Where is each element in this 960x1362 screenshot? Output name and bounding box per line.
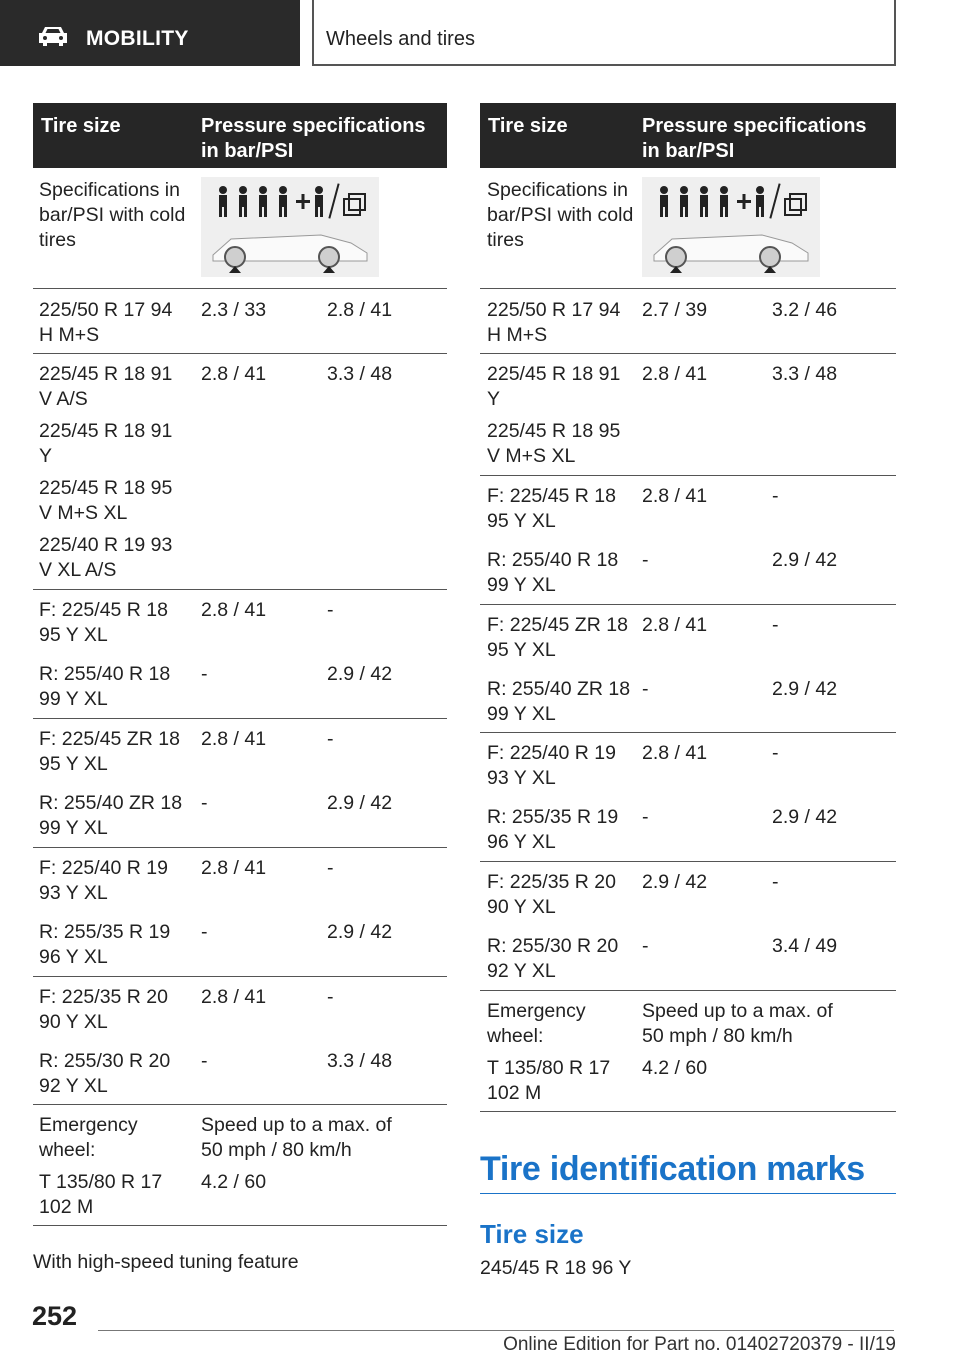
emergency-speed: Speed up to a max. of 50 mph / 80 km/h	[642, 1000, 833, 1047]
tire-size-cell: R: 255/35 R 19 96 Y XL	[39, 921, 171, 968]
pressure-cell: -	[327, 728, 334, 750]
tire-size-cell: R: 255/40 ZR 18 99 Y XL	[487, 678, 631, 725]
pressure-cell: 3.3 / 48	[327, 1050, 393, 1072]
pressure-cell: -	[642, 806, 649, 828]
row-divider	[33, 847, 447, 848]
pressure-cell: -	[201, 1050, 208, 1072]
emergency-speed: Speed up to a max. of 50 mph / 80 km/h	[201, 1114, 392, 1161]
spec-label: Specifications in bar/PSI with cold tires	[487, 179, 634, 251]
pressure-cell: 2.8 / 41	[201, 857, 267, 879]
tire-size-cell: F: 225/45 R 18 95 Y XL	[487, 485, 616, 532]
car-icon	[36, 24, 70, 48]
row-divider	[480, 732, 896, 733]
col-tire-size: Tire size	[41, 115, 121, 137]
pressure-cell: 2.9 / 42	[772, 549, 838, 571]
pressure-cell: -	[327, 599, 334, 621]
row-divider	[480, 861, 896, 862]
emergency-pressure: 4.2 / 60	[201, 1171, 267, 1193]
footer-rule	[98, 1330, 894, 1331]
pressure-cell: 2.9 / 42	[327, 663, 393, 685]
tire-size-cell: F: 225/40 R 19 93 Y XL	[487, 742, 616, 789]
section-label: MOBILITY	[86, 27, 189, 50]
emergency-size: T 135/80 R 17 102 M	[39, 1171, 163, 1218]
pressure-cell: 2.8 / 41	[201, 986, 267, 1008]
subheading: Tire size	[480, 1219, 584, 1249]
tire-size-cell: R: 255/40 ZR 18 99 Y XL	[39, 792, 183, 839]
pressure-cell: 2.9 / 42	[772, 806, 838, 828]
pressure-cell: 2.7 / 39	[642, 299, 708, 321]
tire-size-cell: F: 225/45 R 18 95 Y XL	[39, 599, 168, 646]
tire-size-cell: 225/50 R 17 94 H M+S	[39, 299, 173, 346]
heading-rule	[480, 1193, 896, 1194]
pressure-cell: 2.8 / 41	[642, 363, 708, 385]
tire-size-cell: 225/45 R 18 91 V A/S	[39, 363, 173, 410]
pressure-cell: 2.9 / 42	[642, 871, 708, 893]
row-divider	[33, 718, 447, 719]
pressure-cell: -	[772, 485, 779, 507]
row-divider	[33, 353, 447, 354]
load-pictogram-icon	[201, 177, 379, 277]
page-title: Wheels and tires	[326, 28, 475, 50]
pressure-cell: -	[201, 663, 208, 685]
pressure-cell: -	[642, 678, 649, 700]
tire-size-cell: F: 225/40 R 19 93 Y XL	[39, 857, 168, 904]
row-divider	[480, 1111, 896, 1112]
emergency-label: Emergency wheel:	[487, 1000, 586, 1047]
pressure-cell: 2.9 / 42	[327, 921, 393, 943]
pressure-cell: -	[642, 935, 649, 957]
tire-size-cell: R: 255/35 R 19 96 Y XL	[487, 806, 619, 853]
pressure-cell: 2.8 / 41	[327, 299, 393, 321]
tire-size-example: 245/45 R 18 96 Y	[480, 1257, 632, 1279]
tire-size-cell: 225/50 R 17 94 H M+S	[487, 299, 621, 346]
pressure-cell: 2.8 / 41	[201, 728, 267, 750]
pressure-cell: 2.9 / 42	[327, 792, 393, 814]
pressure-cell: -	[201, 921, 208, 943]
page-number: 252	[32, 1301, 78, 1331]
footer-edition: Online Edition for Part no. 01402720379 - II/19	[503, 1334, 896, 1355]
row-divider	[33, 1104, 447, 1105]
pressure-cell: 3.4 / 49	[772, 935, 838, 957]
pressure-cell: 2.3 / 33	[201, 299, 267, 321]
row-divider	[480, 353, 896, 354]
row-divider	[480, 990, 896, 991]
table-header	[480, 103, 896, 168]
pressure-cell: 2.8 / 41	[642, 485, 708, 507]
row-divider	[33, 1225, 447, 1226]
row-divider	[33, 288, 447, 289]
pressure-cell: -	[642, 549, 649, 571]
emergency-pressure: 4.2 / 60	[642, 1057, 708, 1079]
pressure-cell: 2.8 / 41	[201, 599, 267, 621]
col-pressure: Pressure specifications in bar/PSI	[201, 115, 426, 162]
tire-size-cell: 225/45 R 18 91 Y	[39, 420, 173, 467]
row-divider	[33, 976, 447, 977]
row-divider	[480, 604, 896, 605]
footnote: With high-speed tuning feature	[33, 1251, 299, 1273]
pressure-cell: 3.2 / 46	[772, 299, 838, 321]
col-pressure: Pressure specifications in bar/PSI	[642, 115, 867, 162]
tire-size-cell: 225/45 R 18 95 V M+S XL	[487, 420, 621, 467]
tire-size-cell: R: 255/30 R 20 92 Y XL	[39, 1050, 171, 1097]
emergency-label: Emergency wheel:	[39, 1114, 138, 1161]
pressure-cell: -	[327, 986, 334, 1008]
section-tab	[0, 0, 300, 66]
pressure-cell: 2.8 / 41	[201, 363, 267, 385]
pressure-cell: 2.8 / 41	[642, 742, 708, 764]
pressure-cell: -	[772, 871, 779, 893]
row-divider	[480, 288, 896, 289]
pressure-cell: -	[772, 742, 779, 764]
pressure-cell: 3.3 / 48	[327, 363, 393, 385]
spec-label: Specifications in bar/PSI with cold tires	[39, 179, 186, 251]
emergency-size: T 135/80 R 17 102 M	[487, 1057, 611, 1104]
pressure-cell: 2.8 / 41	[642, 614, 708, 636]
tire-size-cell: 225/45 R 18 95 V M+S XL	[39, 477, 173, 524]
pressure-cell: -	[201, 792, 208, 814]
tire-size-cell: F: 225/35 R 20 90 Y XL	[39, 986, 168, 1033]
section-heading: Tire identification marks	[480, 1150, 865, 1188]
tire-size-cell: R: 255/40 R 18 99 Y XL	[487, 549, 619, 596]
pressure-cell: -	[772, 614, 779, 636]
tire-size-cell: R: 255/40 R 18 99 Y XL	[39, 663, 171, 710]
col-tire-size: Tire size	[488, 115, 568, 137]
pressure-cell: 2.9 / 42	[772, 678, 838, 700]
tire-size-cell: 225/45 R 18 91 Y	[487, 363, 621, 410]
pressure-cell: 3.3 / 48	[772, 363, 838, 385]
row-divider	[480, 475, 896, 476]
tire-size-cell: R: 255/30 R 20 92 Y XL	[487, 935, 619, 982]
tire-size-cell: F: 225/45 ZR 18 95 Y XL	[487, 614, 628, 661]
load-pictogram-icon	[642, 177, 820, 277]
pressure-cell: -	[327, 857, 334, 879]
tire-size-cell: F: 225/35 R 20 90 Y XL	[487, 871, 616, 918]
table-header	[33, 103, 447, 168]
tire-size-cell: 225/40 R 19 93 V XL A/S	[39, 534, 173, 581]
tire-size-cell: F: 225/45 ZR 18 95 Y XL	[39, 728, 180, 775]
row-divider	[33, 589, 447, 590]
